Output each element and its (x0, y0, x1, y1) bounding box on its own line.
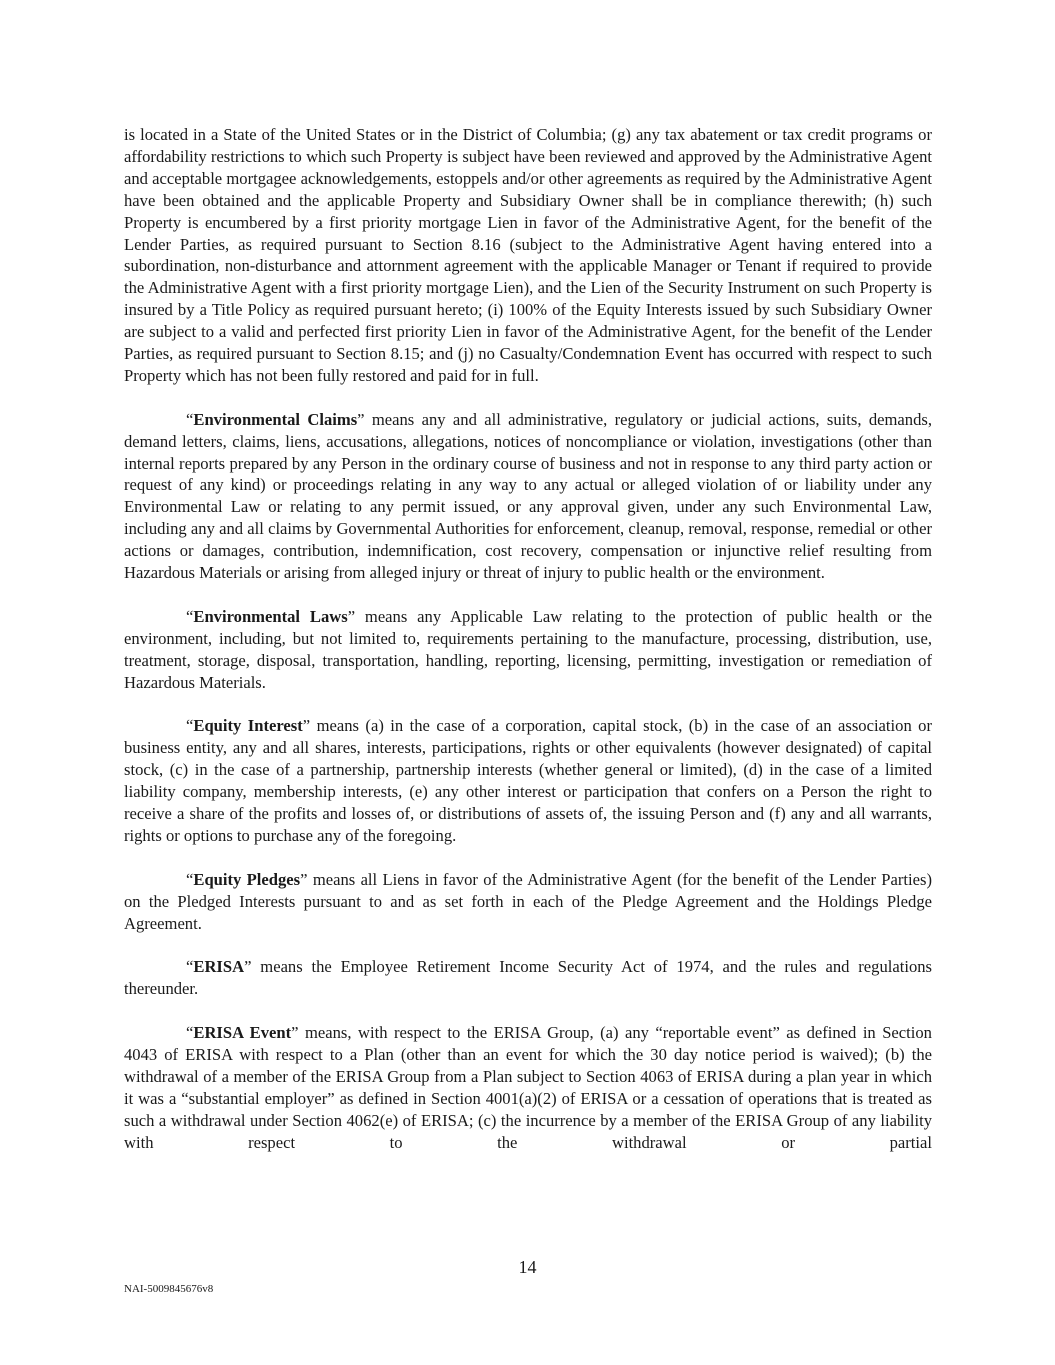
definition-body: ” means, with respect to the ERISA Group, (a) any “reportable event” as defined in Section 4043 of ERISA with respect to a Plan (other than an event for which the 30 day notice period is waived); (b) the withdrawal of a member of the ERISA Group from a Plan subject to Section 4063 of ERISA during a plan year in which it was a “substantial employer” as defined in Section 4001(a)(2) of ERISA or a cessation of operations that is treated as such a withdrawal under Section 4062(e) of ERISA; (c) the incurrence by a member of the ERISA Group of any liability with respect to the withdrawal or partial (124, 1023, 932, 1152)
page-number: 14 (518, 1257, 537, 1277)
definition-body: ” means any Applicable Law relating to the protection of public health or the environment, including, but not limited to, requirements pertaining to the manufacture, processing, distribution, use, treatment, storage, disposal, transportation, handling, reporting, licensing, permitting, investigation or remediation of Hazardous Materials. (124, 606, 932, 692)
definition-erisa-event (124, 1022, 932, 1153)
open-quote: “ (186, 716, 194, 736)
definition-body: ” means any and all administrative, regulatory or judicial actions, suits, demands, demand letters, claims, liens, accusations, allegations, notices of noncompliance or violation, investigations (other than internal reports prepared by any Person in the ordinary course of business and not in response to any third party action or request of any kind) or proceedings relating in any way to any actual or alleged violation of or liability under any Environmental Law or relating to any permit issued, or any approval given, under any such Environmental Law, including any and all claims by Governmental Authorities for enforcement, cleanup, removal, response, remedial or other actions or damages, contribution, indemnification, cost recovery, compensation or injunctive relief resulting from Hazardous Materials or arising from alleged injury or threat of injury to public health or the environment. (124, 409, 932, 583)
defined-term: ERISA Event (193, 1023, 292, 1043)
defined-term: ERISA (193, 957, 245, 977)
document-id: NAI-5009845676v8 (124, 1283, 214, 1295)
continuation-paragraph: is located in a State of the United States or in the District of Columbia; (g) any tax abatement or tax credit programs or affordability restrictions to which such Property is subject have been reviewed and approved by the Administrative Agent and acceptable mortgagee acknowledgements, estoppels and/or other agreements as required by the Administrative Agent have been obtained and the applicable Property and Subsidiary Owner shall be in compliance therewith; (h) such Property is encumbered by a first priority mortgage Lien in favor of the Administrative Agent, for the benefit of the Lender Parties, as required pursuant to Section 8.16 (subject to the Administrative Agent having entered into a subordination, non-disturbance and attornment agreement with the applicable Manager or Tenant if required to provide the Administrative Agent with a first priority mortgage Lien), and the Lien of the Security Instrument on such Property is insured by a Title Policy as required pursuant hereto; (i) 100% of the Equity Interests issued by such Subsidiary Owner are subject to a valid and perfected first priority Lien in favor of the Administrative Agent, for the benefit of the Lender Parties, as required pursuant to Section 8.15; and (j) no Casualty/Condemnation Event has occurred with respect to such Property which has not been fully restored and paid for in full. (124, 125, 932, 385)
open-quote: “ (186, 957, 194, 977)
definition-erisa (124, 956, 932, 1000)
defined-term: Environmental Claims (193, 409, 358, 429)
open-quote: “ (186, 606, 194, 626)
definition-body: ” means (a) in the case of a corporation, capital stock, (b) in the case of an association or business entity, any and all shares, interests, participations, rights or other equivalents (however designated) of capital stock, (c) in the case of a partnership, partnership interests (whether general or limited), (d) in the case of a limited liability company, membership interests, (e) any other interest or participation that confers on a Person the right to receive a share of the profits and losses of, or distributions of assets of, the issuing Person and (f) any and all warrants, rights or options to purchase any of the foregoing. (124, 716, 933, 845)
definition-environmental-laws (124, 606, 932, 694)
open-quote: “ (186, 1023, 194, 1043)
definition-environmental-claims (124, 409, 932, 584)
definition-body: ” means all Liens in favor of the Administrative Agent (for the benefit of the Lender Parties) on the Pledged Interests pursuant to and as set forth in each of the Pledge Agreement and the Holdings Pledge Agreement. (124, 869, 932, 933)
defined-term: Equity Interest (193, 716, 303, 736)
defined-term: Environmental Laws (193, 606, 348, 626)
definition-body: ” means the Employee Retirement Income Security Act of 1974, and the rules and regulations thereunder. (124, 957, 932, 999)
open-quote: “ (186, 869, 194, 889)
definition-equity-pledges (124, 869, 932, 935)
definition-equity-interest (124, 715, 932, 846)
defined-term: Equity Pledges (193, 869, 301, 889)
document-page (124, 124, 932, 1175)
open-quote: “ (186, 409, 194, 429)
